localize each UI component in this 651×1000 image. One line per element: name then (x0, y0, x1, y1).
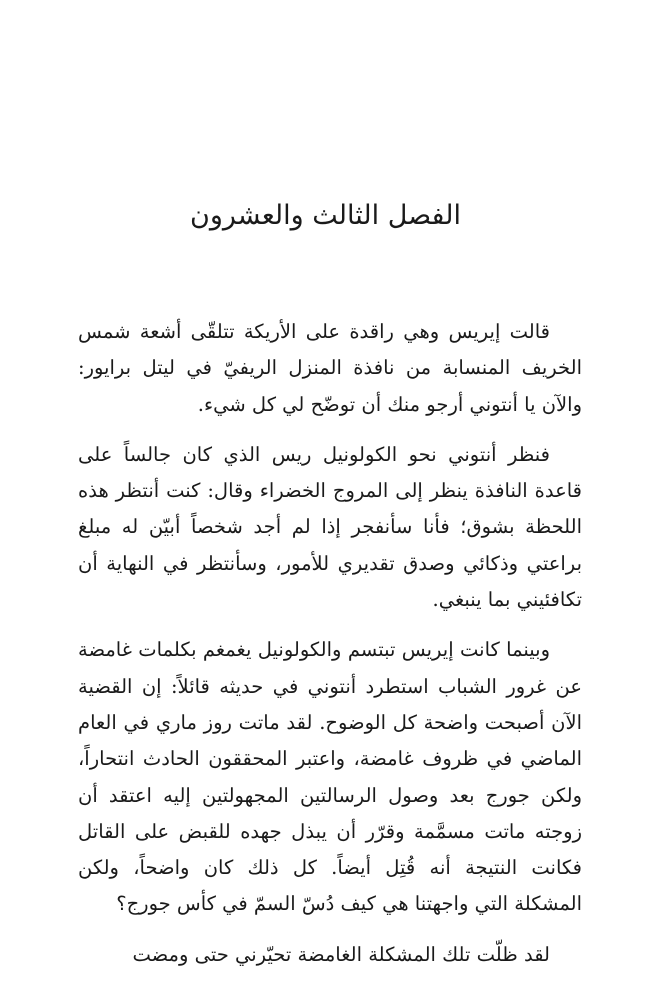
chapter-title: الفصل الثالث والعشرون (190, 200, 461, 231)
paragraph-1: قالت إيريس وهي راقدة على الأريكة تتلقّى أشعة شمس الخريف المنسابة من نافذة المنزل الريفيّ في ليتل برايور: والآن يا أنتوني أرجو منك أن توضّح لي كل شيء. (78, 320, 582, 416)
paragraph-2: فنظر أنتوني نحو الكولونيل ريس الذي كان جالساً على قاعدة النافذة ينظر إلى المروج الخضراء وقال: كنت أنتظر هذه اللحظة بشوق؛ فأنا سأنفجر إذا لم أجد شخصاً أبيّن له مبلغ براعتي وذكائي وصدق تقديري للأمور، وسأنتظر في النهاية أن تكافئيني بما ينبغي. (78, 442, 582, 612)
chapter-body (78, 314, 582, 987)
paragraph-3: وبينما كانت إيريس تبتسم والكولونيل يغمغم بكلمات غامضة عن غرور الشباب استطرد أنتوني في حديثه قائلاً: إن القضية الآن أصبحت واضحة كل الوضوح. لقد ماتت روز ماري في العام الماضي في ظروف غامضة، واعتبر المحققون الحادث انتحاراً، ولكن جورج بعد وصول الرسالتين المجهولتين إليه اعتقد أن زوجته ماتت مسمَّمة وقرّر أن يبذل جهده للقبض على القاتل فكانت النتيجة أنه قُتِل أيضاً. كل ذلك كان واضحاً، ولكن المشكلة التي واجهتنا هي كيف دُسّ السمّ في كأس جورج؟ (78, 638, 582, 916)
paragraph-4: لقد ظلّت تلك المشكلة الغامضة تحيّرني حتى ومضت (132, 942, 550, 966)
